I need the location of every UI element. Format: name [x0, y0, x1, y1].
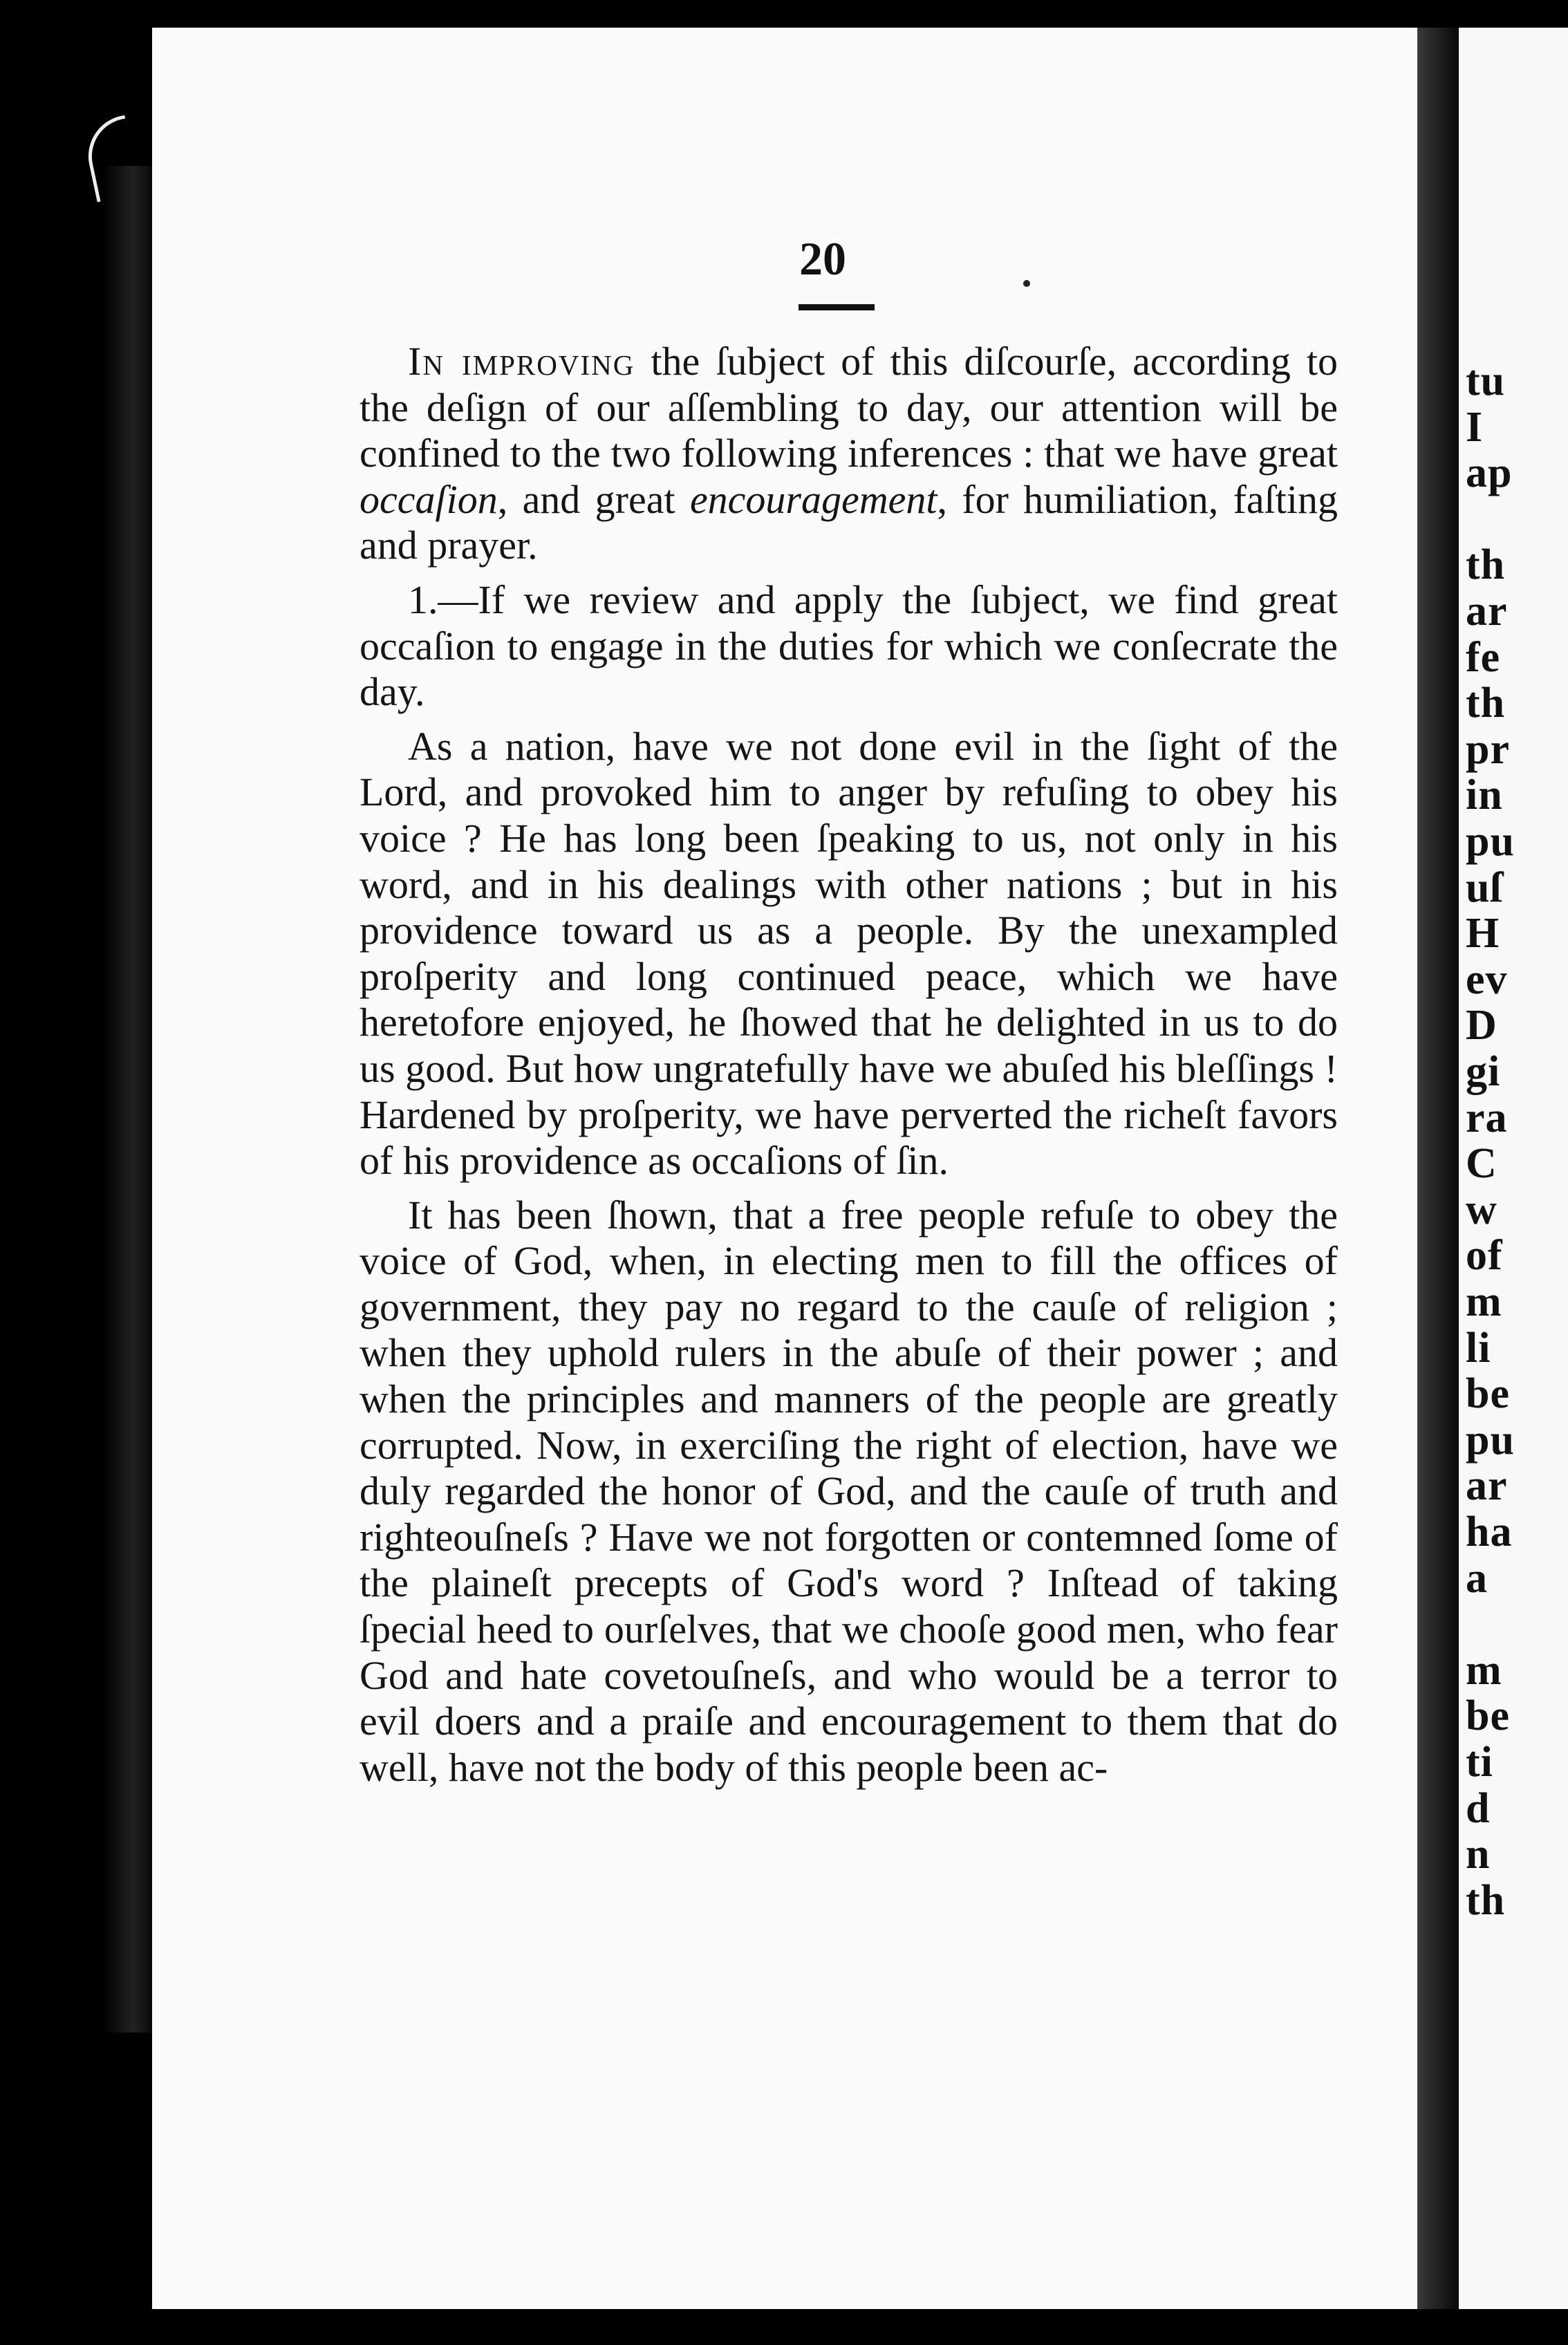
- text-run: It has been ſhown, that a free people refuſe to obey the voice of God, when, in electing men to fill the offices of government, they pay no regard to the cauſe of religion ; when they uphold rulers in the abuſe of their power ; and when the principles and manners of the people are greatly corrupted. Now, in exerciſing the right of election, have we duly regarded the honor of God, and the cauſe of truth and righteouſneſs ? Have we not forgotten or contemned ſome of the plaineſt precepts of God's word ? Inſtead of taking ſpecial heed to ourſelves, that we chooſe good men, who fear God and hate covetouſneſs, and who would be a terror to evil doers and a praiſe and encouragement to them that do well, have not the body of this people been ac-: [360, 1192, 1338, 1790]
- text-run: , for humiliation, faſting and prayer.: [360, 476, 1338, 568]
- facing-page-fragment: pu: [1466, 1416, 1515, 1464]
- facing-page-fragment: ap: [1466, 449, 1513, 497]
- facing-page-fragment: m: [1466, 1278, 1502, 1325]
- header-rule: [799, 304, 875, 310]
- text-run: the ſubject of this diſcourſe, according to the deſign of our aſſembling to day, our attention will be confined to the two following inferences : that we have great: [360, 339, 1338, 476]
- text-run: As a nation, have we not done evil in the ſight of the Lord, and provoked him to anger by refuſing to obey his voice ? He has long been ſpeaking to us, not only in his word, and in his dealings with other nations ; but in his providence toward us as a people. By the unexampled proſperity and long continued peace, which we have heretofore enjoyed, he ſhowed that he delighted in us to do us good. But how ungratefully have we abuſed his bleſſings ! Hardened by proſperity, we have perverted the richeſt favors of his providence as occaſions of ſin.: [360, 723, 1338, 1184]
- facing-page-fragment: in: [1466, 772, 1503, 819]
- text-run: , and great: [497, 476, 690, 522]
- facing-page-fragment: ha: [1466, 1508, 1513, 1555]
- facing-page-fragment: H: [1466, 910, 1500, 957]
- facing-page-fragment: C: [1466, 1140, 1497, 1188]
- facing-page-fragment: d: [1466, 1784, 1491, 1832]
- body-text: [360, 339, 1338, 1791]
- facing-page-edge: [1459, 28, 1568, 2309]
- ink-speck: [1023, 280, 1030, 287]
- facing-page-fragment: of: [1466, 1232, 1503, 1280]
- facing-page-fragment: D: [1466, 1002, 1497, 1049]
- facing-page-fragment: ra: [1466, 1094, 1508, 1141]
- paragraph: [360, 724, 1338, 1184]
- facing-page-fragment: gi: [1466, 1048, 1501, 1095]
- facing-page-fragment: ti: [1466, 1739, 1493, 1786]
- facing-page-fragment: ev: [1466, 955, 1508, 1003]
- facing-page-fragment: uſ: [1466, 863, 1503, 911]
- page-number: 20: [799, 232, 846, 285]
- facing-page-fragment: li: [1466, 1324, 1491, 1372]
- facing-page-fragment: pr: [1466, 725, 1510, 773]
- italic-emphasis: occaſion: [360, 476, 498, 522]
- facing-page-fragment: th: [1466, 541, 1506, 589]
- paragraph: [360, 577, 1338, 716]
- paragraph: [360, 339, 1338, 569]
- facing-page-fragment: w: [1466, 1186, 1497, 1233]
- facing-page-fragment: tu: [1466, 357, 1506, 404]
- facing-page-fragment: th: [1466, 680, 1506, 727]
- text-run: 1.—If we review and apply the ſubject, we find great occaſion to engage in the duties for which we conſecrate the day.: [360, 577, 1338, 715]
- italic-emphasis: encouragement: [689, 476, 937, 522]
- facing-page-fragment: be: [1466, 1692, 1510, 1740]
- facing-page-fragment: m: [1466, 1646, 1502, 1694]
- facing-page-fragment: pu: [1466, 818, 1515, 865]
- facing-page-fragment: fe: [1466, 633, 1501, 681]
- paragraph: [360, 1193, 1338, 1791]
- paragraph-lead-smallcaps: In improving: [408, 339, 635, 384]
- book-gutter: [104, 166, 152, 2033]
- facing-page-fragment: I: [1466, 403, 1484, 451]
- page-curl-mark: [81, 115, 141, 202]
- facing-page-fragment: th: [1466, 1876, 1506, 1924]
- facing-page-fragment: be: [1466, 1370, 1510, 1418]
- facing-page-fragment: n: [1466, 1831, 1491, 1878]
- facing-page-fragment: ar: [1466, 588, 1508, 635]
- facing-page-fragment: a: [1466, 1554, 1488, 1602]
- facing-page-fragment: ar: [1466, 1462, 1508, 1510]
- binding-shadow: [1417, 28, 1459, 2309]
